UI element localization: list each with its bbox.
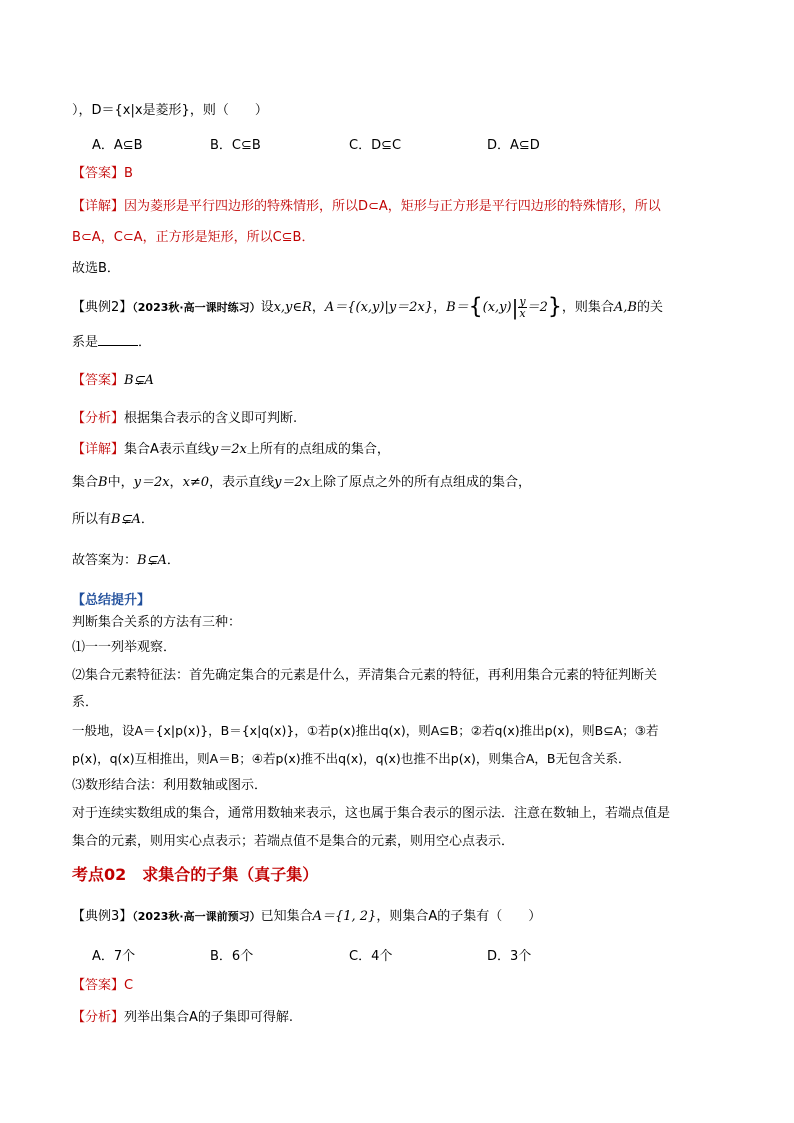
summary-intro: 判断集合关系的方法有三种： bbox=[72, 615, 242, 630]
detail-text: 因为菱形是平行四边形的特殊情形，所以D⊂A，矩形与正方形是平行四边形的特殊情形，所以 bbox=[124, 199, 661, 214]
stem-text: 系是 bbox=[72, 335, 99, 350]
left-brace: { bbox=[468, 294, 483, 320]
analysis-text: 列举出集合A的子集即可得解. bbox=[124, 1010, 294, 1025]
answer-tag: 【答案】 bbox=[72, 373, 125, 388]
answer-blank bbox=[98, 333, 138, 346]
stem-math: ＝2 bbox=[526, 300, 548, 315]
stem-text: ， bbox=[311, 300, 325, 315]
stem-math: x,y∈R bbox=[273, 300, 312, 315]
detail-math: y＝2x bbox=[274, 475, 311, 490]
stem-text: ． bbox=[138, 335, 152, 350]
summary-method-2a: ⑵集合元素特征法：首先确定集合的元素是什么，弄清集合元素的特征，再利用集合元素的特征判断关 bbox=[72, 668, 658, 683]
summary-method-5a: 对于连续实数组成的集合，通常用数轴来表示，这也属于集合表示的图示法．注意在数轴上，若端点值是 bbox=[72, 806, 671, 821]
fraction-denominator: x bbox=[519, 307, 526, 320]
ex3-analysis-line bbox=[72, 1009, 293, 1027]
detail-text: ，表示直线 bbox=[209, 475, 275, 490]
detail-math: B bbox=[98, 475, 108, 490]
q1-detail-line-2: B⊂A，C⊂A，正方形是矩形，所以C⊆B． bbox=[72, 230, 315, 245]
analysis-tag: 【分析】 bbox=[72, 411, 125, 426]
stem-math: A,B bbox=[613, 300, 637, 315]
detail-text: 故答案为： bbox=[72, 553, 138, 568]
right-brace: } bbox=[547, 294, 562, 320]
set-a-math: A＝{1, 2} bbox=[312, 909, 377, 924]
detail-math: y＝2x bbox=[133, 475, 170, 490]
q1-conclusion: 故选B． bbox=[72, 261, 120, 276]
q1-option-d: D．A⊆D bbox=[487, 138, 540, 153]
example-source: （2023秋·高一课前预习） bbox=[132, 910, 261, 923]
detail-math: B⊊A bbox=[137, 553, 167, 568]
ex2-final-answer bbox=[72, 552, 180, 570]
summary-method-1: ⑴一一列举观察． bbox=[72, 640, 177, 655]
detail-tag: 【详解】 bbox=[72, 199, 125, 214]
ex3-option-b: B．6个 bbox=[210, 949, 254, 964]
ex3-option-c: C．4个 bbox=[349, 949, 393, 964]
summary-method-5b: 集合的元素，则用实心点表示；若端点值不是集合的元素，则用空心点表示． bbox=[72, 834, 515, 849]
stem-text: 的关 bbox=[636, 300, 663, 315]
detail-text: 中， bbox=[107, 475, 134, 490]
stem-text: ，则集合 bbox=[561, 300, 614, 315]
detail-text: 上除了原点之外的所有点组成的集合， bbox=[310, 475, 532, 490]
analysis-text: 根据集合表示的含义即可判断. bbox=[124, 411, 298, 426]
section-heading: 考点02 求集合的子集（真子集） bbox=[72, 865, 319, 884]
detail-math: x≠0 bbox=[182, 475, 210, 490]
stem-text: ， bbox=[433, 300, 447, 315]
set-b-label: B＝ bbox=[446, 300, 469, 315]
ex2-detail-line-1 bbox=[72, 441, 390, 459]
ex3-option-a: A．7个 bbox=[92, 949, 136, 964]
summary-method-3a: 一般地，设A＝{x|p(x)}，B＝{x|q(x)}，①若p(x)推出q(x)，则A⊆B；②若q(x)推出p(x)，则B⊆A；③若 bbox=[72, 723, 659, 738]
ex2-analysis-line bbox=[72, 410, 297, 428]
ex2-stem-line-1 bbox=[72, 296, 663, 319]
answer-tag: 【答案】 bbox=[72, 166, 125, 181]
q1-option-c: C．D⊆C bbox=[349, 138, 402, 153]
detail-tag: 【详解】 bbox=[72, 442, 125, 457]
stem-text: 设 bbox=[260, 300, 274, 315]
set-b-element: (x,y) bbox=[482, 300, 512, 315]
q1-stem-tail: ），D＝{x|x是菱形}，则（ ） bbox=[72, 103, 268, 118]
ex2-detail-line-3 bbox=[72, 511, 154, 529]
detail-text: ， bbox=[169, 475, 183, 490]
summary-method-3b: p(x)，q(x)互相推出，则A＝B；④若p(x)推不出q(x)，q(x)也推不出p(x)，则集合A，B无包含关系． bbox=[72, 751, 631, 766]
example-tag: 【典例2】 bbox=[72, 300, 133, 315]
detail-text: 集合 bbox=[72, 475, 99, 490]
ex3-stem bbox=[72, 908, 541, 926]
detail-text: 所以有 bbox=[72, 512, 112, 527]
set-a-math: A＝{(x,y)|y＝2x} bbox=[324, 300, 434, 315]
q1-option-a: A．A⊆B bbox=[92, 138, 143, 153]
example-source: （2023秋·高一课时练习） bbox=[132, 301, 261, 314]
answer-tag: 【答案】 bbox=[72, 978, 125, 993]
detail-text: ． bbox=[166, 553, 180, 568]
answer-value: B bbox=[124, 166, 133, 181]
stem-text: ，则集合A的子集有（ ） bbox=[376, 909, 542, 924]
example-tag: 【典例3】 bbox=[72, 909, 133, 924]
ex2-detail-line-2 bbox=[72, 474, 531, 492]
q1-option-b: B．C⊆B bbox=[210, 138, 261, 153]
fraction bbox=[518, 296, 526, 319]
bar: | bbox=[511, 295, 519, 320]
answer-value: B⊊A bbox=[124, 373, 154, 388]
analysis-tag: 【分析】 bbox=[72, 1010, 125, 1025]
fraction-numerator: y bbox=[519, 295, 526, 308]
stem-text: 已知集合 bbox=[260, 909, 313, 924]
detail-math: y＝2x bbox=[210, 442, 247, 457]
detail-text: 上所有的点组成的集合， bbox=[246, 442, 390, 457]
ex2-stem-line-2 bbox=[72, 333, 151, 352]
q1-detail-line-1 bbox=[72, 198, 661, 216]
answer-value: C bbox=[124, 978, 134, 993]
detail-text: 集合A表示直线 bbox=[124, 442, 211, 457]
ex2-answer-line bbox=[72, 372, 154, 390]
detail-text: ． bbox=[140, 512, 154, 527]
summary-method-4: ⑶数形结合法：利用数轴或图示． bbox=[72, 778, 268, 793]
summary-tag: 【总结提升】 bbox=[72, 593, 151, 608]
summary-method-2b: 系． bbox=[72, 695, 99, 710]
ex3-option-d: D．3个 bbox=[487, 949, 532, 964]
detail-math: B⊊A bbox=[111, 512, 141, 527]
ex3-answer-line bbox=[72, 977, 133, 995]
q1-answer-line bbox=[72, 165, 133, 183]
